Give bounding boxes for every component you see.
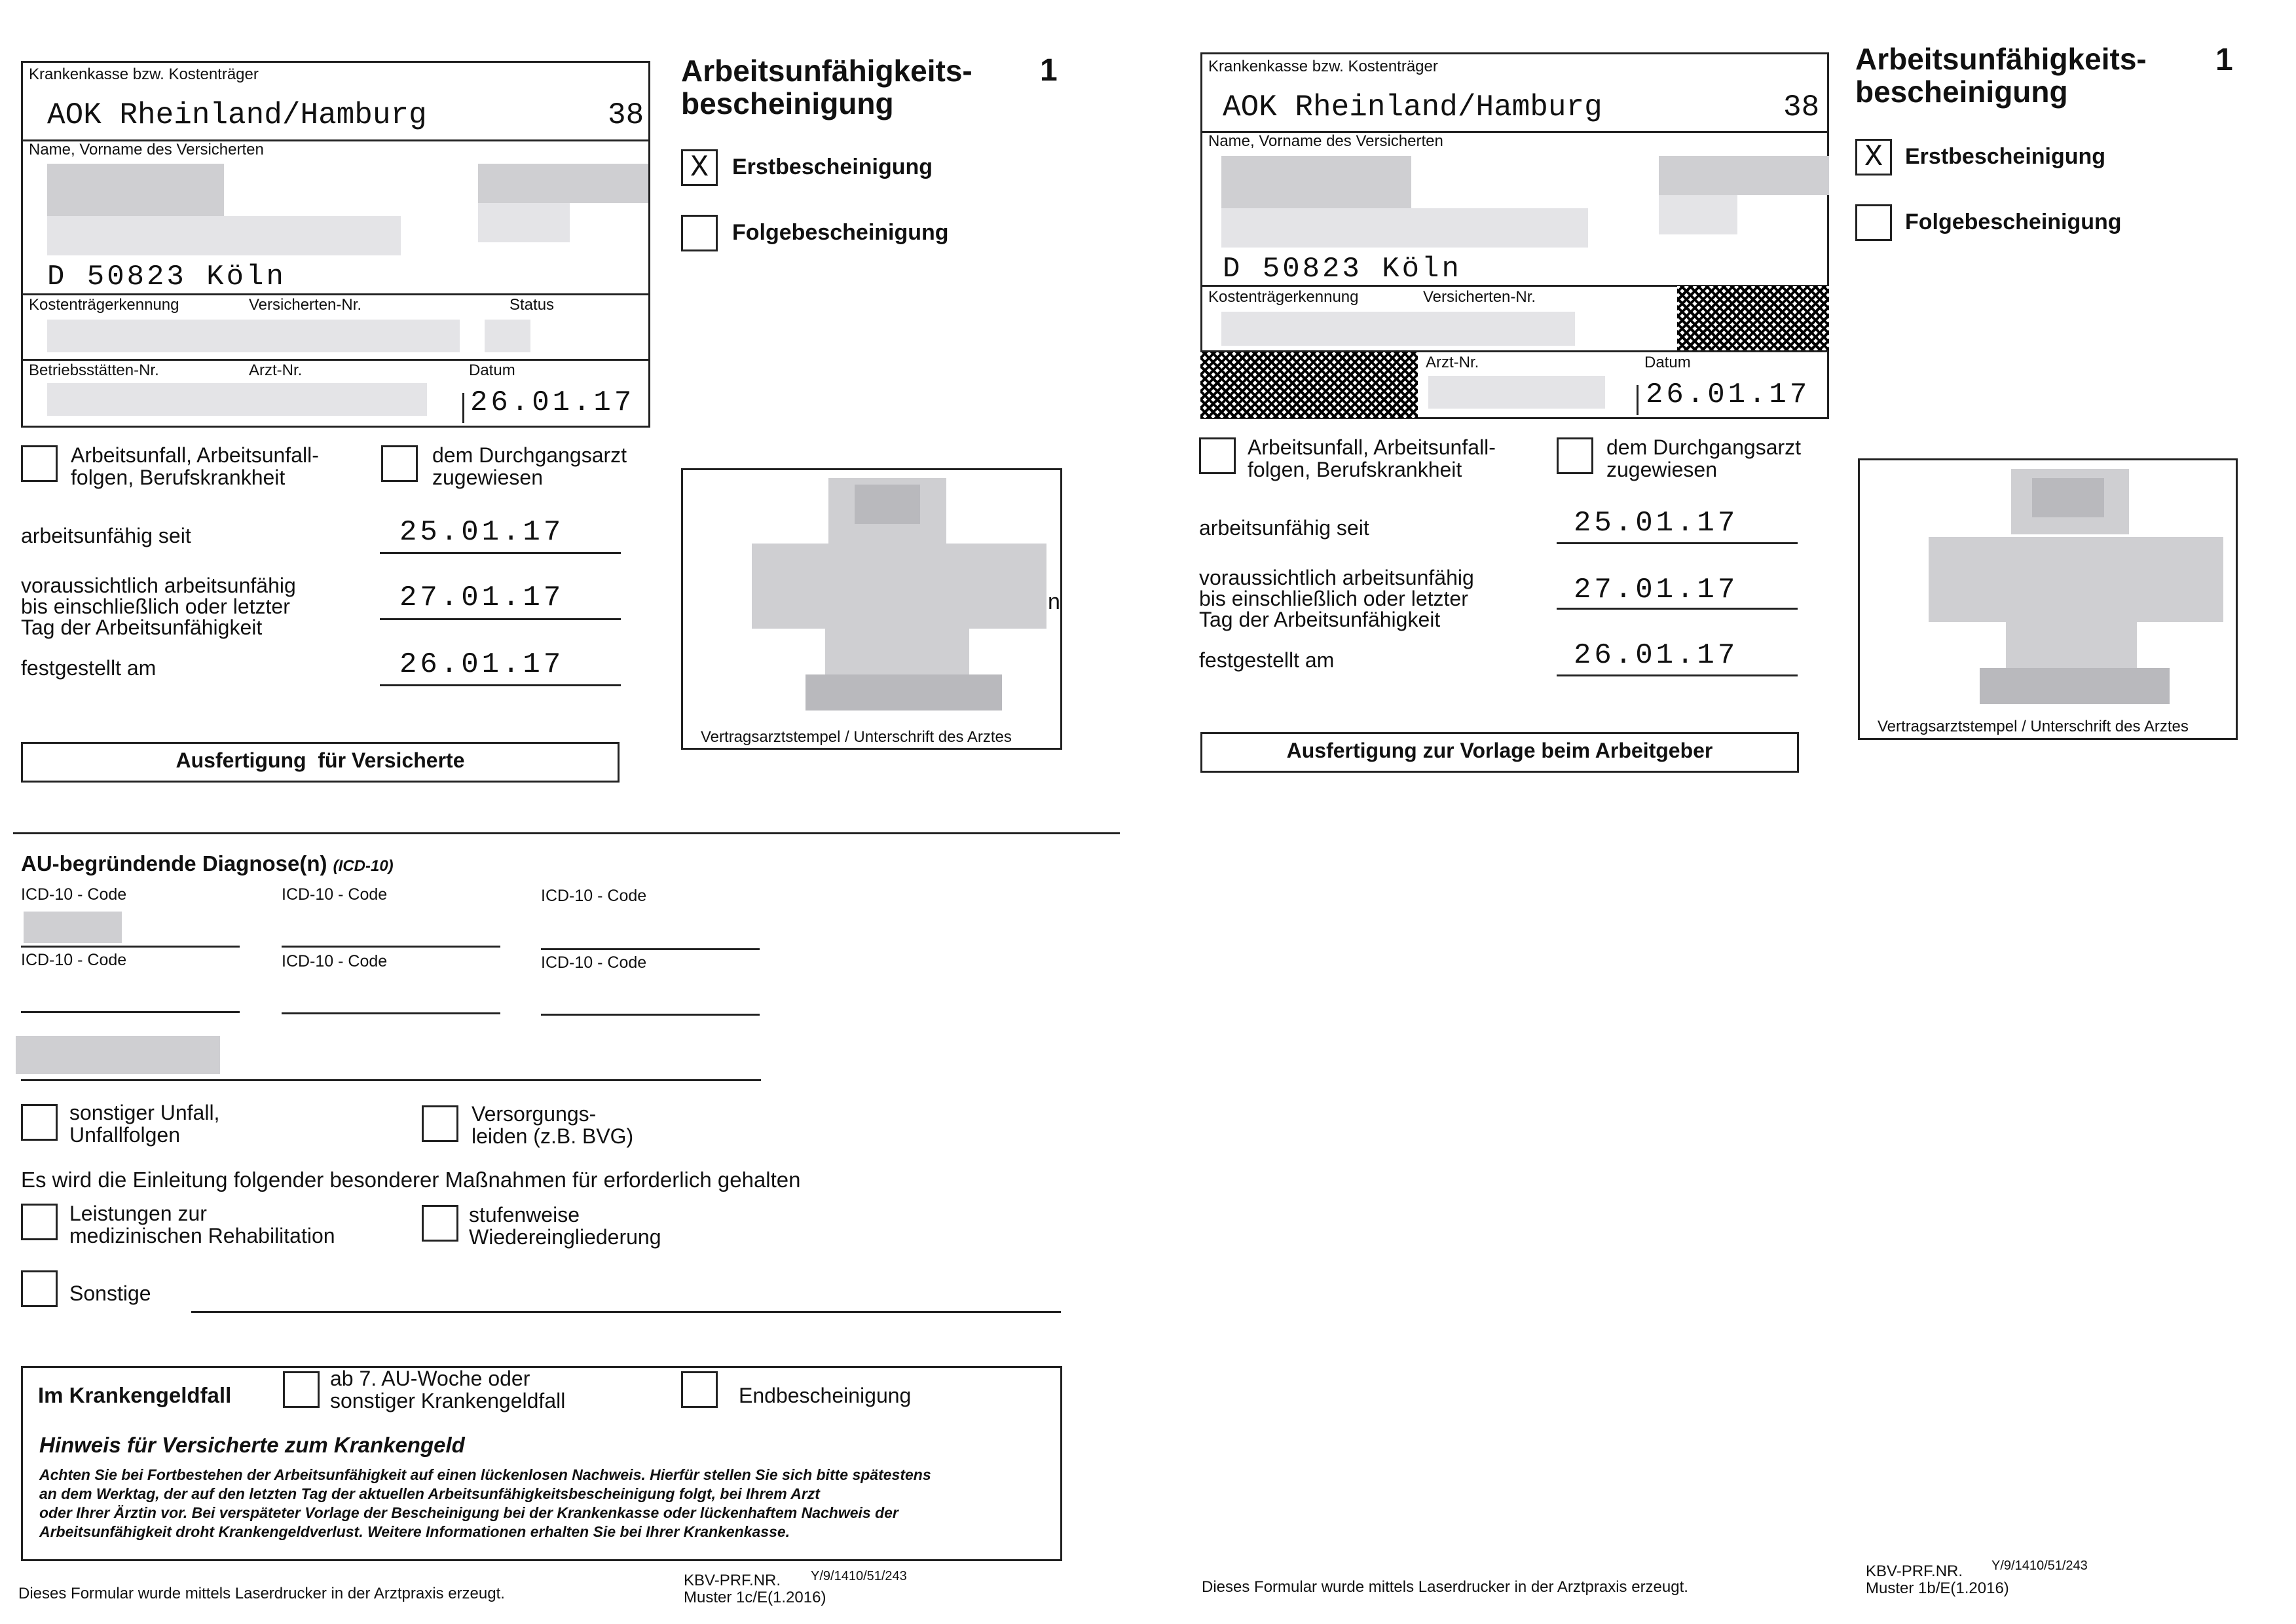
arbeitsunfall-label: Arbeitsunfall, Arbeitsunfall- bbox=[71, 443, 319, 467]
insured-address: D 50823 Köln bbox=[1223, 253, 1462, 286]
diagnosis-text-field[interactable] bbox=[21, 1079, 761, 1081]
bis-label: bis einschließlich oder letzter bbox=[1199, 587, 1468, 610]
massnahmen-label: Es wird die Einleitung folgender besonderer Maßnahmen für erforderlich gehalten bbox=[21, 1168, 801, 1192]
hinweis-text: Arbeitsunfähigkeit droht Krankengeldverlust. Weitere Informationen erhalten Sie bei Ihrer Krankenkasse. bbox=[39, 1523, 790, 1540]
datum-value: 26.01.17 bbox=[1646, 378, 1811, 411]
insurer-name: AOK Rheinland/Hamburg bbox=[47, 98, 427, 132]
versorgungsleiden-label: Versorgungs- bbox=[472, 1102, 597, 1126]
bis-label: Tag der Arbeitsunfähigkeit bbox=[21, 616, 263, 639]
copy-number: 1 bbox=[2215, 43, 2233, 77]
bis-label: voraussichtlich arbeitsunfähig bbox=[1199, 566, 1474, 589]
insured-address: D 50823 Köln bbox=[47, 261, 286, 293]
arzt-nr-label: Arzt-Nr. bbox=[1426, 354, 1479, 371]
kbv-label: KBV-PRF.NR. bbox=[684, 1572, 781, 1589]
hinweis-text: oder Ihrer Ärztin vor. Bei verspäteter Vorlage der Bescheinigung bei der Krankenkasse oder lückenhaftem Nachweis der bbox=[39, 1504, 898, 1521]
redacted-number bbox=[1428, 376, 1605, 409]
divider bbox=[1637, 385, 1639, 415]
kbv-label: KBV-PRF.NR. bbox=[1866, 1562, 1963, 1580]
copy-number: 1 bbox=[1040, 53, 1058, 88]
redacted-stamp bbox=[2032, 478, 2104, 517]
icd-field[interactable] bbox=[541, 1014, 760, 1016]
versicherten-nr-label: Versicherten-Nr. bbox=[249, 296, 362, 314]
datum-value: 26.01.17 bbox=[470, 386, 635, 419]
kbv-number: Y/9/1410/51/243 bbox=[1991, 1559, 2088, 1573]
bis-value: 27.01.17 bbox=[1574, 574, 1739, 606]
sonstige-field[interactable] bbox=[191, 1311, 1061, 1313]
durchgangsarzt-checkbox[interactable] bbox=[381, 445, 418, 482]
redacted-stamp bbox=[1980, 668, 2170, 704]
au-woche-label: ab 7. AU-Woche oder bbox=[330, 1367, 530, 1390]
footer-laser-note: Dieses Formular wurde mittels Laserdrucker in der Arztpraxis erzeugt. bbox=[1202, 1578, 1688, 1596]
durchgangsarzt-label: dem Durchgangsarzt bbox=[432, 443, 627, 467]
redacted-number bbox=[47, 320, 460, 352]
redacted-status bbox=[485, 320, 530, 352]
wiedereingliederung-label: stufenweise bbox=[469, 1203, 580, 1227]
betriebsstaetten-label: Betriebsstätten-Nr. bbox=[29, 361, 159, 379]
insurer-label: Krankenkasse bzw. Kostenträger bbox=[1208, 58, 1438, 75]
redacted-name bbox=[1659, 156, 1829, 195]
perforation-line bbox=[13, 832, 1120, 834]
erstbescheinigung-checkbox[interactable]: X bbox=[681, 149, 718, 186]
arbeitsunfall-label: folgen, Berufskrankheit bbox=[1248, 458, 1462, 481]
arbeitsunfall-checkbox[interactable] bbox=[21, 445, 58, 482]
versorgungsleiden-checkbox[interactable] bbox=[422, 1105, 458, 1142]
divider bbox=[462, 393, 464, 423]
underline bbox=[1557, 608, 1798, 610]
wiedereingliederung-label: Wiedereingliederung bbox=[469, 1225, 661, 1249]
kostentraeger-label: Kostenträgerkennung bbox=[1208, 288, 1359, 306]
seit-label: arbeitsunfähig seit bbox=[21, 524, 191, 547]
icd-field[interactable] bbox=[541, 948, 760, 950]
festgestellt-value: 26.01.17 bbox=[1574, 639, 1739, 672]
insured-label: Name, Vorname des Versicherten bbox=[1208, 132, 1443, 150]
redacted-number bbox=[1221, 312, 1575, 346]
redacted-name bbox=[47, 164, 224, 216]
versorgungsleiden-label: leiden (z.B. BVG) bbox=[472, 1124, 634, 1148]
form-title: bescheinigung bbox=[1855, 75, 2068, 109]
icd-field[interactable] bbox=[21, 946, 240, 948]
obscured-betriebsstaette bbox=[1200, 352, 1418, 418]
sonstige-label: Sonstige bbox=[69, 1282, 151, 1305]
endbescheinigung-label: Endbescheinigung bbox=[739, 1384, 912, 1407]
redacted-name bbox=[47, 216, 401, 255]
folgebescheinigung-label: Folgebescheinigung bbox=[1905, 210, 2122, 234]
kostentraeger-label: Kostenträgerkennung bbox=[29, 296, 179, 314]
reha-label: Leistungen zur bbox=[69, 1202, 207, 1225]
bis-label: Tag der Arbeitsunfähigkeit bbox=[1199, 608, 1441, 631]
folgebescheinigung-checkbox[interactable] bbox=[1855, 204, 1892, 241]
erstbescheinigung-label: Erstbescheinigung bbox=[732, 155, 933, 179]
hinweis-title: Hinweis für Versicherte zum Krankengeld bbox=[39, 1433, 465, 1457]
versicherten-nr-label: Versicherten-Nr. bbox=[1423, 288, 1536, 306]
redacted-name bbox=[478, 203, 570, 242]
underline bbox=[1557, 674, 1798, 676]
hinweis-text: an dem Werktag, der auf den letzten Tag der aktuellen Arbeitsunfähigkeitsbescheinigung folgt, bei Ihrem Arzt bbox=[39, 1485, 820, 1502]
durchgangsarzt-label: zugewiesen bbox=[432, 466, 543, 489]
copy-label: Ausfertigung für Versicherte bbox=[176, 748, 465, 772]
erstbescheinigung-checkbox[interactable]: X bbox=[1855, 139, 1892, 175]
form-title: Arbeitsunfähigkeits- bbox=[1855, 42, 2147, 76]
durchgangsarzt-label: zugewiesen bbox=[1606, 458, 1717, 481]
stamp-caption: Vertragsarztstempel / Unterschrift des Arztes bbox=[1878, 718, 2189, 735]
endbescheinigung-checkbox[interactable] bbox=[681, 1371, 718, 1408]
underline bbox=[1557, 542, 1798, 544]
stamp-caption: Vertragsarztstempel / Unterschrift des Arztes bbox=[701, 728, 1012, 746]
icd-code-label: ICD-10 - Code bbox=[21, 951, 127, 969]
krankengeld-label: Im Krankengeldfall bbox=[38, 1383, 232, 1407]
underline bbox=[380, 618, 621, 620]
arbeitsunfall-label: folgen, Berufskrankheit bbox=[71, 466, 286, 489]
icd-code-label: ICD-10 - Code bbox=[282, 952, 388, 970]
bis-value: 27.01.17 bbox=[399, 581, 565, 614]
muster-code: Muster 1b/E(1.2016) bbox=[1866, 1579, 2009, 1597]
au-woche-label: sonstiger Krankengeldfall bbox=[330, 1389, 566, 1412]
redacted-name bbox=[1659, 195, 1737, 234]
insurer-name: AOK Rheinland/Hamburg bbox=[1223, 90, 1602, 124]
datum-label: Datum bbox=[469, 361, 515, 379]
divider bbox=[21, 359, 650, 361]
erstbescheinigung-label: Erstbescheinigung bbox=[1905, 144, 2106, 169]
icd-code-label: ICD-10 - Code bbox=[21, 885, 127, 904]
arzt-nr-label: Arzt-Nr. bbox=[249, 361, 303, 379]
arbeitsunfall-checkbox[interactable] bbox=[1199, 437, 1236, 474]
redacted-stamp bbox=[855, 485, 920, 524]
insurer-label: Krankenkasse bzw. Kostenträger bbox=[29, 65, 259, 83]
reha-checkbox[interactable] bbox=[21, 1204, 58, 1240]
sonstige-checkbox[interactable] bbox=[21, 1270, 58, 1307]
diagnose-title-text: AU-begründende Diagnose(n) bbox=[21, 851, 327, 876]
redacted-name bbox=[478, 164, 648, 203]
seit-label: arbeitsunfähig seit bbox=[1199, 516, 1369, 540]
seit-value: 25.01.17 bbox=[1574, 507, 1739, 540]
icd-field[interactable] bbox=[282, 946, 500, 948]
obscured-status bbox=[1677, 286, 1829, 350]
bis-label: bis einschließlich oder letzter bbox=[21, 595, 290, 618]
copy-label: Ausfertigung zur Vorlage beim Arbeitgeber bbox=[1286, 739, 1713, 762]
icd-code-label: ICD-10 - Code bbox=[541, 887, 647, 905]
wiedereingliederung-checkbox[interactable] bbox=[422, 1205, 458, 1242]
icd-field[interactable] bbox=[21, 1011, 240, 1013]
stamp-edge-text: n bbox=[1048, 589, 1060, 614]
icd-field[interactable] bbox=[282, 1012, 500, 1014]
footer-laser-note: Dieses Formular wurde mittels Laserdrucker in der Arztpraxis erzeugt. bbox=[18, 1585, 505, 1602]
datum-label: Datum bbox=[1644, 354, 1691, 371]
status-label: Status bbox=[509, 296, 555, 314]
icd-code-label: ICD-10 - Code bbox=[541, 953, 647, 972]
insurer-code: 38 bbox=[608, 98, 644, 132]
redacted-stamp bbox=[1929, 537, 2223, 622]
durchgangsarzt-checkbox[interactable] bbox=[1557, 437, 1593, 474]
diagnose-title bbox=[21, 851, 394, 876]
redacted-stamp bbox=[2006, 622, 2137, 668]
seit-value: 25.01.17 bbox=[399, 516, 565, 549]
folgebescheinigung-label: Folgebescheinigung bbox=[732, 220, 949, 245]
insured-label: Name, Vorname des Versicherten bbox=[29, 141, 264, 158]
durchgangsarzt-label: dem Durchgangsarzt bbox=[1606, 435, 1802, 459]
festgestellt-value: 26.01.17 bbox=[399, 648, 565, 681]
redacted-diagnosis bbox=[16, 1036, 220, 1074]
redacted-number bbox=[47, 383, 427, 416]
festgestellt-label: festgestellt am bbox=[21, 656, 157, 680]
diagnose-title-suffix: (ICD-10) bbox=[333, 857, 394, 875]
folgebescheinigung-checkbox[interactable] bbox=[681, 215, 718, 251]
sheet-employer-copy bbox=[1148, 0, 2296, 1624]
underline bbox=[380, 684, 621, 686]
redacted-stamp bbox=[825, 629, 969, 674]
reha-label: medizinischen Rehabilitation bbox=[69, 1224, 335, 1247]
au-woche-checkbox[interactable] bbox=[283, 1371, 320, 1408]
redacted-icd bbox=[24, 912, 122, 943]
icd-code-label: ICD-10 - Code bbox=[282, 885, 388, 904]
redacted-name bbox=[1221, 156, 1411, 208]
arbeitsunfall-label: Arbeitsunfall, Arbeitsunfall- bbox=[1248, 435, 1496, 459]
insurer-code: 38 bbox=[1783, 90, 1820, 124]
hinweis-text: Achten Sie bei Fortbestehen der Arbeitsunfähigkeit auf einen lückenlosen Nachweis. Hierfür stellen Sie sich bitte spätestens bbox=[39, 1466, 931, 1483]
form-title: Arbeitsunfähigkeits- bbox=[681, 54, 972, 88]
form-title: bescheinigung bbox=[681, 86, 894, 120]
bis-label: voraussichtlich arbeitsunfähig bbox=[21, 574, 296, 597]
redacted-name bbox=[1221, 208, 1588, 248]
kbv-number: Y/9/1410/51/243 bbox=[811, 1569, 907, 1583]
divider bbox=[21, 293, 650, 295]
underline bbox=[380, 552, 621, 554]
muster-code: Muster 1c/E(1.2016) bbox=[684, 1589, 826, 1606]
sonstiger-unfall-label: Unfallfolgen bbox=[69, 1123, 180, 1147]
festgestellt-label: festgestellt am bbox=[1199, 648, 1335, 672]
sonstiger-unfall-label: sonstiger Unfall, bbox=[69, 1101, 220, 1124]
redacted-stamp bbox=[752, 544, 1046, 629]
sonstiger-unfall-checkbox[interactable] bbox=[21, 1104, 58, 1141]
redacted-stamp bbox=[805, 674, 1002, 710]
